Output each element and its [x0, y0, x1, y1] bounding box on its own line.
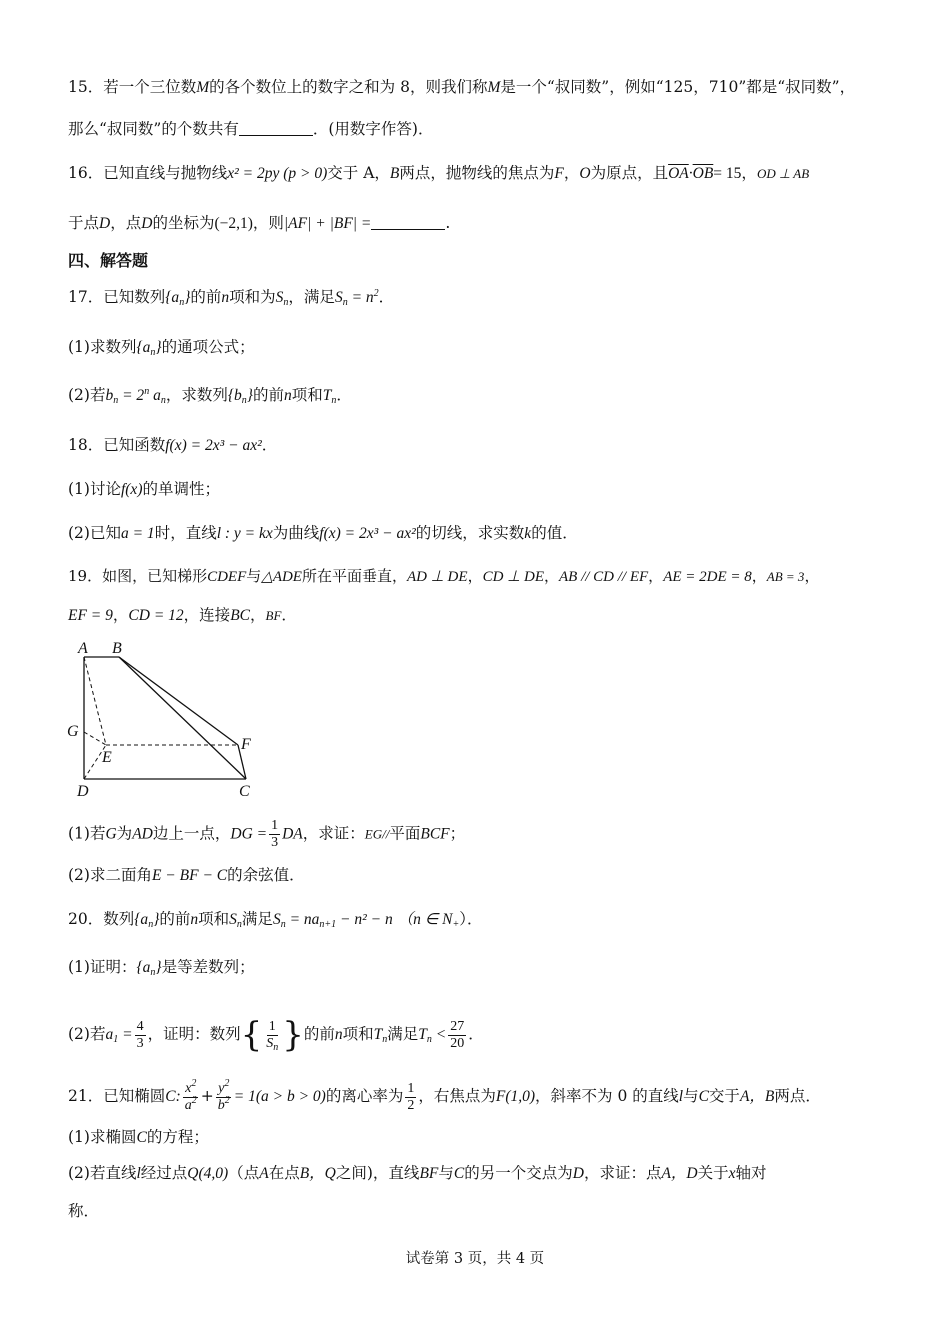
q21-text: ，斜率不为 0 的直线	[535, 1087, 679, 1105]
q17-text: ．	[378, 288, 395, 306]
fraction-num: $x^2$	[185, 1077, 197, 1096]
q17-text: 项和	[291, 386, 323, 404]
q16-text: .	[445, 214, 451, 232]
function-def: f(x) = 2x³ − ax²	[319, 525, 416, 542]
q18-text: (2)已知	[68, 524, 121, 542]
condition: CD ⊥ DE	[482, 569, 544, 585]
dg-eq: DG =	[230, 825, 268, 843]
label-D: D	[77, 783, 89, 800]
q16-text: ，则	[252, 214, 284, 232]
q20-text: 20．数列	[68, 910, 135, 928]
q20-part1	[68, 956, 910, 979]
var-Tn: $T_n$	[373, 1026, 388, 1045]
point-coordinate: (−2,1)	[214, 215, 253, 232]
fraction-one-third	[269, 818, 280, 851]
label-C: C	[239, 783, 250, 800]
sequence-an: $\{a_n\}$	[136, 339, 162, 358]
var-Sn: $S_n$	[275, 289, 289, 308]
sequence-an: $\{a_n\}$	[134, 911, 160, 930]
q19-part1	[68, 818, 910, 851]
fraction-inverse-sn	[264, 1019, 280, 1052]
q21-text: 两点．	[774, 1087, 821, 1105]
bn-definition: $b_n = 2^n$ $a_n$	[105, 386, 166, 406]
fraction-num: 4	[136, 1018, 144, 1034]
var-T: T	[373, 1026, 383, 1043]
q19-text: 的余弦值．	[227, 866, 305, 884]
fraction-27-20	[448, 1019, 466, 1052]
point-Q: Q(4,0)	[187, 1165, 229, 1182]
fraction-den: $b^2$	[217, 1094, 230, 1113]
q19-text: ，连接	[183, 606, 231, 624]
recurrence-part: = na	[289, 911, 320, 928]
q19-text: (2)求二面角	[68, 866, 152, 884]
q18-text: (1)讨论	[68, 480, 121, 498]
var-A: A	[259, 1165, 269, 1182]
fraction-num: $y^2$	[218, 1077, 230, 1096]
var-B: B	[389, 165, 400, 182]
q17-text: ，求数列	[165, 386, 228, 404]
section-title: 四、解答题	[68, 251, 149, 270]
var-l: l	[678, 1088, 684, 1105]
condition: CD = 12	[128, 607, 184, 624]
q18-text: 为曲线	[272, 524, 320, 542]
segment-AD: AD	[132, 825, 153, 843]
q16-text: 于点	[68, 214, 100, 232]
var-D: D	[99, 215, 111, 232]
edge-GE-hidden	[84, 732, 106, 745]
q17-stem	[68, 286, 910, 309]
var-C: C	[165, 1088, 176, 1105]
q20-text: 是等差数列；	[161, 958, 255, 976]
var-n: n	[221, 289, 230, 306]
label-E: E	[102, 749, 112, 766]
q21-text: （点	[228, 1164, 260, 1182]
a-value: a = 1	[120, 525, 155, 542]
q17-text: ，满足	[288, 288, 335, 306]
fraction-four-thirds	[135, 1019, 146, 1052]
q19-text: 所在平面垂直，	[301, 567, 407, 585]
q20-text: ．	[468, 1025, 484, 1043]
label-A: A	[78, 640, 88, 657]
var-n: n	[284, 387, 292, 404]
answer-blank	[371, 215, 445, 230]
var-F: F	[554, 165, 564, 182]
points-A-D: A，D	[661, 1165, 698, 1182]
q15-line2	[68, 118, 910, 140]
q18-text: 时，直线	[154, 524, 217, 542]
var-Tn: $T_n$	[322, 387, 337, 406]
q18-stem	[68, 434, 910, 457]
separator: ，	[751, 567, 767, 585]
q20-text: 的前	[303, 1025, 335, 1043]
q21-part1	[68, 1126, 910, 1149]
page-footer: 试卷第 3 页，共 4 页	[405, 1251, 545, 1267]
q15-line1	[68, 76, 910, 99]
q18-text: 的值．	[531, 524, 578, 542]
var-G: G	[105, 825, 117, 843]
q18-part1	[68, 478, 910, 501]
q20-text: 项和	[198, 910, 230, 928]
separator: ，	[648, 567, 664, 585]
q18-text: 的单调性；	[142, 480, 220, 498]
fraction-den: 20	[450, 1035, 465, 1051]
fraction-num: 27	[450, 1018, 465, 1034]
var-M: M	[196, 79, 210, 96]
q18-text: 18．已知函数	[68, 436, 166, 454]
q21-text: 与	[683, 1087, 699, 1105]
q21-text: 之间)，直线	[335, 1164, 420, 1182]
points-AB: A，B	[739, 1088, 775, 1105]
var-n: n	[334, 1026, 343, 1043]
points-B-Q: B，Q	[299, 1165, 336, 1182]
q21-part2-cont	[68, 1200, 910, 1222]
q21-text: 轴对	[735, 1164, 767, 1182]
var-M: M	[487, 79, 501, 96]
var-C: C	[453, 1165, 465, 1182]
fraction-x2-a2	[183, 1077, 199, 1114]
q19-text: 为	[116, 824, 133, 843]
recurrence: $S_n = na_{n+1} - n^2 - n$	[272, 911, 393, 930]
var-k: k	[524, 525, 532, 542]
recurrence-part: − n² − n	[340, 911, 393, 928]
condition: AE = 2DE = 8	[663, 569, 752, 585]
q15-text: 的各个数位上的数字之和为 8，则我们称	[209, 78, 488, 96]
q19-line2	[68, 604, 910, 627]
var-a: a	[105, 1026, 114, 1043]
q16-text: 交于 A，	[327, 164, 390, 182]
q21-text: 与	[438, 1164, 454, 1182]
q15-text: 那么“叔同数”的个数共有	[68, 120, 239, 138]
label-G: G	[67, 723, 79, 740]
q21-text: 的另一个交点为	[464, 1164, 573, 1182]
q21-text: 交于	[708, 1087, 740, 1105]
q21-part2	[68, 1162, 910, 1185]
var-Sn: $S_n$	[229, 911, 242, 930]
q17-text: 项和为	[229, 288, 276, 306]
q16-text: 16．已知直线与抛物线	[68, 164, 228, 182]
trapezoid-name: CDEF	[207, 569, 247, 585]
q21-text: 关于	[697, 1164, 729, 1182]
q19-text: 边上一点，	[152, 824, 231, 843]
q16-text: ，点	[110, 214, 142, 232]
var-D: D	[572, 1165, 584, 1182]
q16-line1: 16．已知直线与抛物线x² = 2py (p > 0)交于 A，B两点，抛物线的焦点为F，O为原点，且$\overline{OA}\cdot\overline{OB}= 15$，OD ⊥ AB	[68, 164, 810, 182]
vector-dot-product: $\overline{OA}\cdot\overline{OB}$	[668, 165, 714, 182]
ellipse-condition: = 1(a > b > 0)	[233, 1088, 326, 1105]
a1-value: $a_1$ =	[105, 1026, 133, 1045]
var-n: n	[190, 911, 199, 928]
segment-BF: BF	[419, 1165, 439, 1182]
var-O: O	[579, 165, 591, 182]
q21-text: 21．已知椭圆	[68, 1087, 166, 1105]
q16-text: 为原点，且	[590, 164, 669, 182]
function-def: f(x) = 2x³ − ax²	[165, 437, 262, 454]
q19-text: 19．如图，已知梯形	[68, 567, 208, 585]
edge-BC	[119, 657, 246, 779]
separator: ，	[112, 606, 129, 624]
answer-blank	[239, 121, 313, 136]
condition: AB // CD // EF	[559, 569, 649, 585]
var-C: C	[136, 1129, 147, 1146]
q20-text: 的前	[159, 910, 191, 928]
condition: AD ⊥ DE	[407, 569, 468, 585]
right-brace: }	[282, 1015, 304, 1055]
sequence-an: $\{a_n\}$	[136, 959, 162, 978]
q16-line2	[68, 212, 910, 235]
left-brace: {	[240, 1015, 263, 1055]
q21-text: 的离心率为	[325, 1087, 404, 1105]
triangle-name: △ADE	[261, 569, 302, 585]
tn-inequality: $T_n$ <	[418, 1026, 447, 1045]
fraction-num: 1	[271, 818, 279, 833]
q20-text: 项和	[342, 1025, 374, 1043]
q21-text: ，右焦点为	[418, 1087, 496, 1105]
q20-text: ）．	[459, 910, 483, 928]
n-domain: （n ∈ $N_+$	[397, 911, 460, 930]
var-C: C	[698, 1088, 709, 1105]
condition: AB = 3	[766, 569, 805, 584]
sequence-an: $\{a_n\}$	[165, 289, 191, 308]
q21-stem: 21．已知椭圆C: $\frac{x^2}{a^2}$ + $\frac{y^2}{b^2}$ = 1(a > b > 0)的离心率为 $\frac{1}{2}$ ，右焦点为F(1,0)，斜率不为 0 的直线l与C交于A，B两点．	[68, 1077, 821, 1113]
q17-text: 的前	[190, 288, 222, 306]
q15-text: ．(用数字作答)．	[312, 120, 434, 138]
q19-text: ．	[281, 606, 297, 624]
segment-BC: BC	[230, 607, 250, 624]
q20-stem	[68, 908, 910, 931]
fraction-den: 3	[136, 1035, 144, 1051]
q20-text: 满足	[387, 1025, 419, 1043]
q16-text: ，	[563, 164, 580, 182]
var-D: D	[141, 215, 153, 232]
edge-BF	[119, 657, 238, 745]
q19-part2	[68, 864, 910, 887]
var-l: l	[136, 1165, 141, 1182]
function-ref: f(x)	[120, 481, 143, 498]
fraction-one-half	[405, 1081, 416, 1114]
label-B: B	[112, 640, 122, 657]
line-equation: l : y = kx	[216, 525, 273, 542]
domain-text: （n ∈ N	[397, 911, 453, 928]
fraction-den: 3	[271, 835, 279, 850]
q19-text: ；	[449, 824, 466, 843]
fraction-den: $a^2$	[184, 1094, 197, 1113]
q19-text: (1)若	[68, 824, 106, 843]
condition-eq: $S_n = n^2$	[334, 288, 379, 308]
q17-text: (1)求数列	[68, 338, 137, 356]
q19-stem	[68, 565, 910, 588]
q19-text: 平面	[389, 824, 421, 843]
q17-text: 的通项公式；	[161, 338, 255, 356]
q17-text: ．	[336, 386, 352, 404]
fraction-den: $S_n$	[266, 1035, 279, 1053]
condition: EF = 9	[68, 607, 113, 624]
dihedral-angle: E − BF − C	[151, 867, 228, 884]
q20-text: 满足	[241, 910, 273, 928]
fraction-num: 1	[407, 1080, 415, 1096]
fraction-num: 1	[268, 1018, 276, 1034]
plane-BCF: BCF	[420, 825, 450, 843]
geometry-figure	[62, 632, 272, 802]
perp-condition: OD ⊥ AB	[756, 166, 810, 181]
q15-text: 是一个“叔同数”，例如“125，710”都是“叔同数”，	[500, 78, 856, 96]
q19-text: ，求证：	[302, 824, 365, 843]
q17-text: (2)若	[68, 386, 106, 404]
parabola-equation: x² = 2py (p > 0)	[227, 165, 328, 182]
q18-part2	[68, 522, 910, 545]
fraction-den: 2	[407, 1097, 415, 1113]
label-F: F	[241, 736, 251, 753]
separator: ，	[467, 567, 483, 585]
q21-text: 的方程；	[146, 1128, 209, 1146]
dot-product-value: = 15	[713, 165, 742, 182]
q20-text: (2)若	[68, 1025, 106, 1043]
var-S: S	[229, 911, 237, 928]
distance-sum: |AF| + |BF| =	[283, 215, 372, 232]
q20-part2	[68, 1014, 910, 1055]
focus-point: F(1,0)	[495, 1088, 536, 1105]
q21-text: 在点	[268, 1164, 300, 1182]
q16-text: 两点，抛物线的焦点为	[399, 164, 555, 182]
q19-text: 与	[246, 567, 262, 585]
segment-BF: BF	[265, 608, 282, 623]
separator: ，	[543, 567, 559, 585]
q21-text: (1)求椭圆	[68, 1128, 137, 1146]
q21-text: ，求证：点	[583, 1164, 662, 1182]
q16-text: 的坐标为	[152, 214, 215, 232]
fraction-y2-b2	[216, 1077, 232, 1114]
q21-text: (2)若直线	[68, 1164, 137, 1182]
segment-EG: EG//	[364, 826, 390, 842]
separator: ，	[804, 567, 820, 585]
var-x: x	[728, 1165, 736, 1182]
q21-text: 称．	[68, 1202, 100, 1220]
q18-text: 的切线，求实数	[415, 524, 525, 542]
q17-part2	[68, 384, 910, 407]
segment-DA: DA	[282, 825, 303, 843]
sequence-bn: $\{b_n\}$	[227, 387, 253, 406]
q17-text: 的前	[252, 386, 284, 404]
q17-text: 17．已知数列	[68, 288, 166, 306]
q17-part1	[68, 336, 910, 359]
q20-text: (1)证明：	[68, 958, 137, 976]
q18-text: ．	[261, 436, 278, 454]
q15-text: 15．若一个三位数	[68, 78, 197, 96]
q21-text: 经过点	[140, 1164, 188, 1182]
separator: ，	[250, 606, 266, 624]
q20-text: ，证明：数列	[147, 1025, 241, 1043]
edge-AE-hidden	[84, 657, 106, 745]
